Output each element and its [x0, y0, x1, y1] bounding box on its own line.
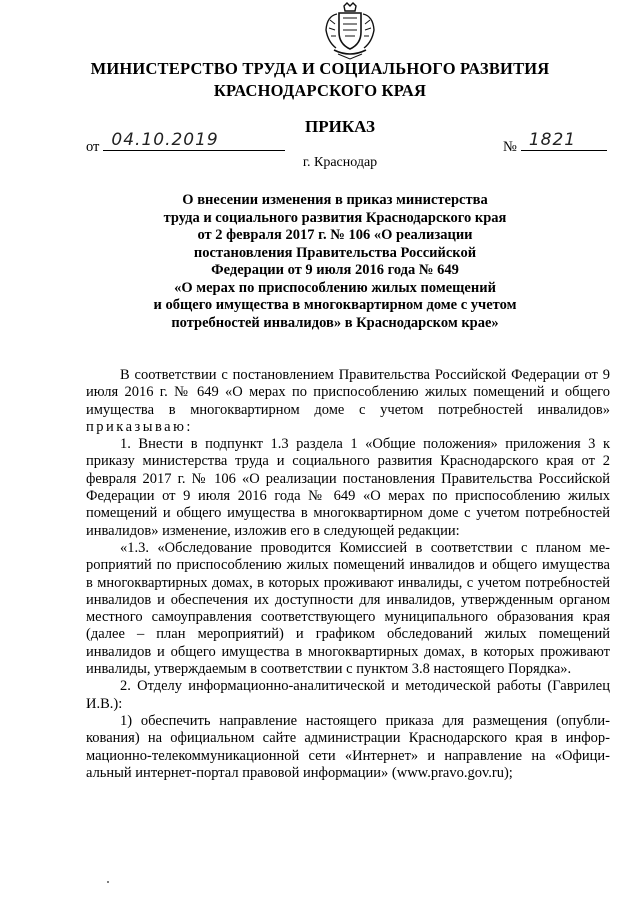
preamble-paragraph	[86, 367, 610, 436]
subject-line: от 2 февраля 2017 г. № 106 «О реализации	[197, 227, 473, 243]
number-handwritten: 1821	[528, 130, 577, 150]
preamble-text: В соответствии с постановлением Правительства Российской Федерации от 9 июля 2016 г. № 649 «О мерах по приспособлению жилых помещений и общего имущества в многоквартирном доме с учетом потребностей инвалидов»	[86, 367, 610, 418]
document-title: ПРИКАЗ	[305, 117, 375, 136]
subject-line: О внесении изменения в приказ министерства	[182, 192, 488, 208]
ministry-line-2: КРАСНОДАРСКОГО КРАЯ	[213, 81, 427, 100]
order-number	[503, 130, 607, 156]
subject-line: и общего имущества в многоквартирном доме с учетом	[153, 297, 517, 313]
ministry-line-1: МИНИСТЕРСТВО ТРУДА И СОЦИАЛЬНОГО РАЗВИТИЯ	[90, 59, 550, 78]
subject-line: потребностей инвалидов» в Краснодарском крае»	[171, 314, 499, 331]
coat-of-arms-icon	[322, 2, 378, 60]
ministry-name	[60, 58, 580, 102]
subject-line: Федерации от 9 июля 2016 года № 649	[211, 262, 459, 278]
number-prefix: №	[503, 139, 517, 155]
item-2-paragraph: 2. Отделу информационно-аналитической и методической работы (Гаврилец И.В.):	[86, 678, 610, 712]
orders-word: приказываю:	[86, 418, 193, 435]
document-body	[86, 367, 610, 782]
order-subject	[130, 192, 540, 332]
date-handwritten: 04.10.2019	[111, 130, 219, 150]
city-name: г. Краснодар	[302, 155, 378, 170]
item-2-1-paragraph: 1) обеспечить направление настоящего приказа для размещения (опубликования) на официальном сайте администрации Краснодарского края в информационно-телекоммуникационной сети «Интернет» и направление на «Официальный интернет-портал правовой информации» (www.pravo.gov.ru);	[86, 712, 610, 781]
subject-line: постановления Правительства Российской	[193, 244, 477, 261]
date-prefix: от	[86, 139, 100, 155]
date-field	[103, 130, 285, 151]
scan-speck	[107, 881, 109, 883]
order-date	[86, 130, 285, 156]
subject-line: труда и социального развития Краснодарского края	[163, 209, 507, 226]
subject-line: «О мерах по приспособлению жилых помещений	[174, 279, 496, 296]
quoted-amendment-paragraph: «1.3. «Обследование проводится Комиссией в соответствии с планом мероприятий по приспособлению жилых помещений инвалидов и общего имущества в многоквартирных домах, в которых проживают инвалиды, с учетом потребностей инвалидов и обеспечения их доступности для инвалидов, утвержденным органом местного самоуправления соответствующего муниципального образования края (далее – план мероприятий) и графиком обследований жилых помещений инвалидов и общего имущества в многоквартирных домах, в которых проживают инвалиды, утверждаемым в соответствии с пунктом 3.8 настоящего Порядка».	[86, 539, 610, 678]
item-1-paragraph: 1. Внести в подпункт 1.3 раздела 1 «Общие положения» приложения 3 к приказу министерства труда и социального развития Краснодарского края от 2 февраля 2017 г. № 106 «О реализации постановления Правительства Российской Федерации от 9 июля 2016 года № 649 «О мерах по приспособлению жилых помещений и общего имущества в многоквартирном доме с учетом потребностей инвалидов» изменение, изложив его в следующей редакции:	[86, 436, 610, 539]
number-field	[521, 130, 607, 151]
